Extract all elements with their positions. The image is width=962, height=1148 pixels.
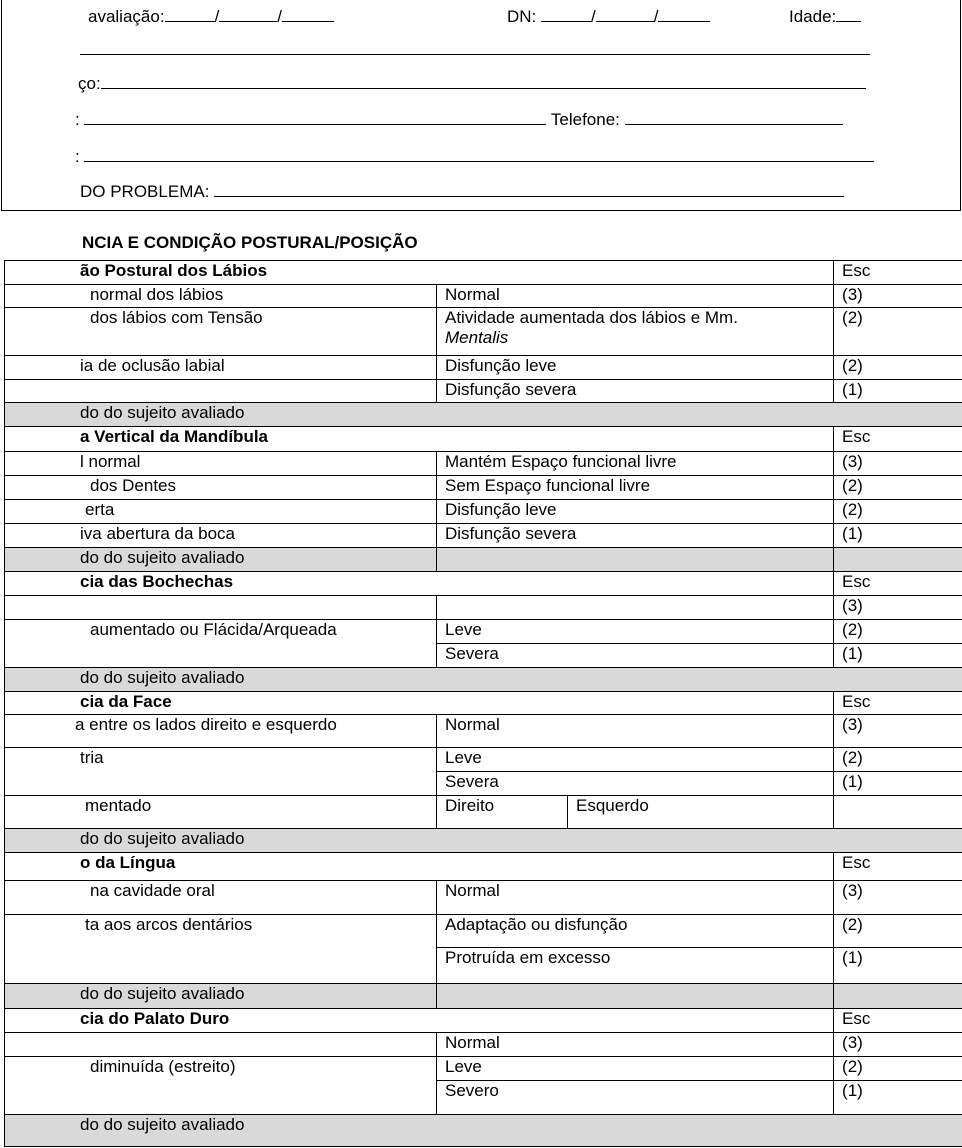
result-row: do do sujeito avaliado <box>5 668 962 692</box>
address-label: ço: <box>78 74 101 93</box>
colon: : <box>75 110 80 129</box>
result-row: do do sujeito avaliado <box>5 1115 962 1147</box>
table-row: Severa (1) <box>5 772 962 796</box>
table-row: aumentado ou Flácida/Arqueada Leve (2) <box>5 620 962 644</box>
table-row: dos lábios com Tensão Atividade aumentada dos lábios e Mm. Mentalis (2) <box>5 308 962 356</box>
result-row: do do sujeito avaliado <box>5 984 962 1009</box>
left-option[interactable]: Esquerdo <box>568 796 834 829</box>
section-header: cia da Face Esc <box>5 692 962 715</box>
sep: / <box>277 7 283 26</box>
result-row: do do sujeito avaliado <box>5 548 962 572</box>
evaluation-date-field[interactable] <box>88 5 334 25</box>
result-row: do do sujeito avaliado <box>5 403 962 427</box>
result-row: do do sujeito avaliado <box>5 829 962 853</box>
extra-field[interactable] <box>75 145 874 165</box>
table-row: mentado Direito Esquerdo <box>5 796 962 829</box>
table-row: normal dos lábios Normal (3) <box>5 285 962 308</box>
table-row: diminuída (estreito) Leve (2) <box>5 1057 962 1081</box>
name-field[interactable] <box>80 38 870 58</box>
table-row: Normal (3) <box>5 1033 962 1057</box>
evaluation-label: avaliação: <box>88 7 165 26</box>
dn-label: DN: <box>507 7 537 26</box>
address-field[interactable] <box>78 72 866 92</box>
colon: : <box>75 147 80 166</box>
section-header: a Vertical da Mandíbula Esc <box>5 427 962 452</box>
section-header: cia das Bochechas Esc <box>5 572 962 596</box>
section-header: cia do Palato Duro Esc <box>5 1009 962 1033</box>
table-row: ta aos arcos dentários Adaptação ou disfunção (2) <box>5 915 962 948</box>
age-label: Idade: <box>789 7 837 26</box>
dn-field[interactable] <box>507 5 710 25</box>
table-row: tria Leve (2) <box>5 748 962 772</box>
table-row: Severa (1) <box>5 644 962 668</box>
table-row: a entre os lados direito e esquerdo Normal (3) <box>5 715 962 748</box>
table-row: iva abertura da boca Disfunção severa (1) <box>5 524 962 548</box>
section-title: NCIA E CONDIÇÃO POSTURAL/POSIÇÃO <box>82 233 418 252</box>
desc-italic: Mentalis <box>445 328 509 347</box>
table-row: na cavidade oral Normal (3) <box>5 881 962 915</box>
table-row: ia de oclusão labial Disfunção leve (2) <box>5 356 962 380</box>
evaluation-table <box>4 260 962 1147</box>
table-row: l normal Mantém Espaço funcional livre (3) <box>5 452 962 476</box>
problem-label: DO PROBLEMA: <box>80 182 210 201</box>
table-row: Severo (1) <box>5 1081 962 1115</box>
table-row: dos Dentes Sem Espaço funcional livre (2) <box>5 476 962 500</box>
table-row: (3) <box>5 596 962 620</box>
desc: Atividade aumentada dos lábios e Mm. <box>445 308 738 327</box>
table-row: Protruída em excesso (1) <box>5 948 962 984</box>
age-field[interactable] <box>789 5 861 25</box>
section-header: ão Postural dos Lábios Esc <box>5 261 962 285</box>
sep: / <box>214 7 220 26</box>
table-row: Disfunção severa (1) <box>5 380 962 403</box>
problem-field[interactable] <box>80 180 844 200</box>
table-row: erta Disfunção leve (2) <box>5 500 962 524</box>
section-header: o da Língua Esc <box>5 853 962 881</box>
phone-label: Telefone: <box>550 110 620 129</box>
contact-field[interactable] <box>75 108 843 128</box>
sep: / <box>653 7 659 26</box>
right-option[interactable]: Direito <box>437 796 568 829</box>
sep: / <box>591 7 596 26</box>
